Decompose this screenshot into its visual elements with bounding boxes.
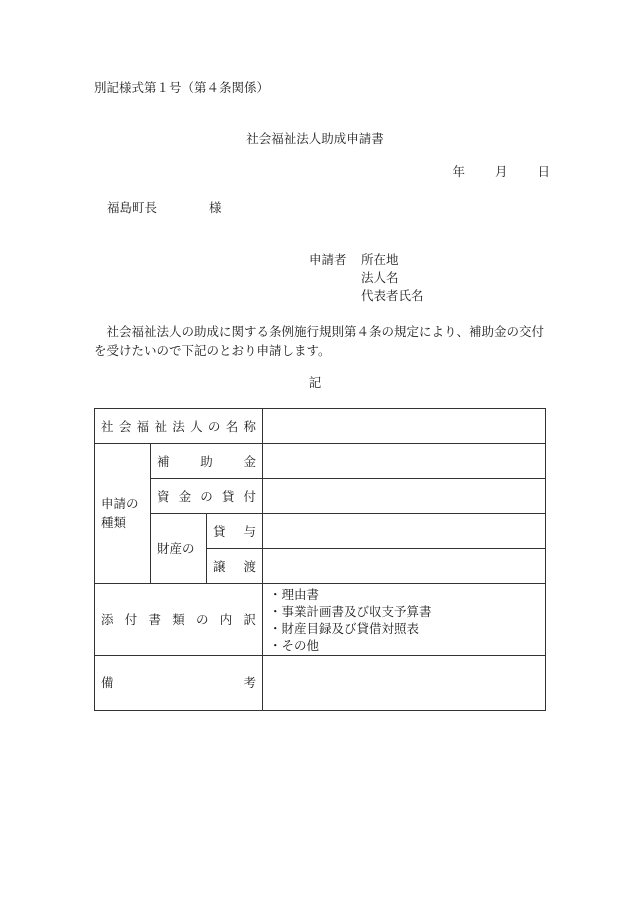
form-number: 別記様式第１号（第４条関係）	[94, 80, 270, 95]
transfer-field[interactable]	[263, 549, 546, 584]
lend-label: 貸 与	[213, 523, 257, 539]
subsidy-label: 補 助 金	[157, 453, 257, 469]
loan-label: 資 金 の 貸 付	[157, 488, 257, 504]
corp-name-label: 社 会 福 祉 法 人 の 名 称	[101, 418, 257, 434]
applicant-corp-label: 法人名	[361, 270, 399, 285]
addressee-name: 福島町長	[107, 200, 158, 215]
table-row	[95, 655, 546, 710]
transfer-label: 譲 渡	[213, 558, 257, 574]
property-label: 財産の	[157, 541, 195, 556]
date-month: 月	[494, 164, 508, 179]
date-day: 日	[537, 164, 550, 179]
applicant-address-label: 所在地	[361, 252, 399, 267]
addressee-honorific: 様	[209, 200, 222, 215]
date-line	[422, 166, 550, 179]
type-label-cell	[95, 444, 151, 584]
attachments-label-cell	[95, 584, 263, 656]
remarks-field[interactable]	[263, 655, 546, 710]
loan-field[interactable]	[263, 479, 546, 514]
lend-field[interactable]	[263, 514, 546, 549]
corp-name-label-cell	[95, 409, 263, 444]
attachments-label: 添 付 書 類 の 内 訳	[101, 611, 257, 627]
attachment-item: ・その他	[269, 637, 320, 653]
addressee	[107, 202, 222, 215]
table-row	[95, 479, 546, 514]
table-row	[95, 514, 546, 549]
table-row	[95, 584, 546, 656]
loan-label-cell	[151, 479, 263, 514]
corp-name-field[interactable]	[263, 409, 546, 444]
ki-heading: 記	[308, 375, 322, 390]
body-text: 社会福祉法人の助成に関する条例施行規則第４条の規定により、補助金の交付を受けたいので下記のとおり申請します。	[94, 324, 545, 358]
attachments-list	[263, 584, 546, 656]
date-year: 年	[452, 164, 465, 179]
table-row	[95, 409, 546, 444]
remarks-label: 備 考	[101, 675, 257, 690]
table-row	[95, 444, 546, 479]
remarks-label-cell	[95, 655, 263, 710]
applicant-label: 申請者	[309, 252, 347, 267]
property-label-cell	[151, 514, 207, 584]
attachment-item: ・事業計画書及び収支予算書	[269, 603, 432, 619]
document-title: 社会福祉法人助成申請書	[246, 131, 384, 146]
application-table	[94, 408, 546, 711]
transfer-label-cell	[207, 549, 263, 584]
subsidy-field[interactable]	[263, 444, 546, 479]
attachment-item: ・財産目録及び貸借対照表	[269, 620, 420, 636]
subsidy-label-cell	[151, 444, 263, 479]
applicant-rep-label: 代表者氏名	[361, 288, 424, 303]
type-label: 申請の種類	[101, 496, 139, 530]
lend-label-cell	[207, 514, 263, 549]
attachment-item: ・理由書	[269, 587, 320, 602]
